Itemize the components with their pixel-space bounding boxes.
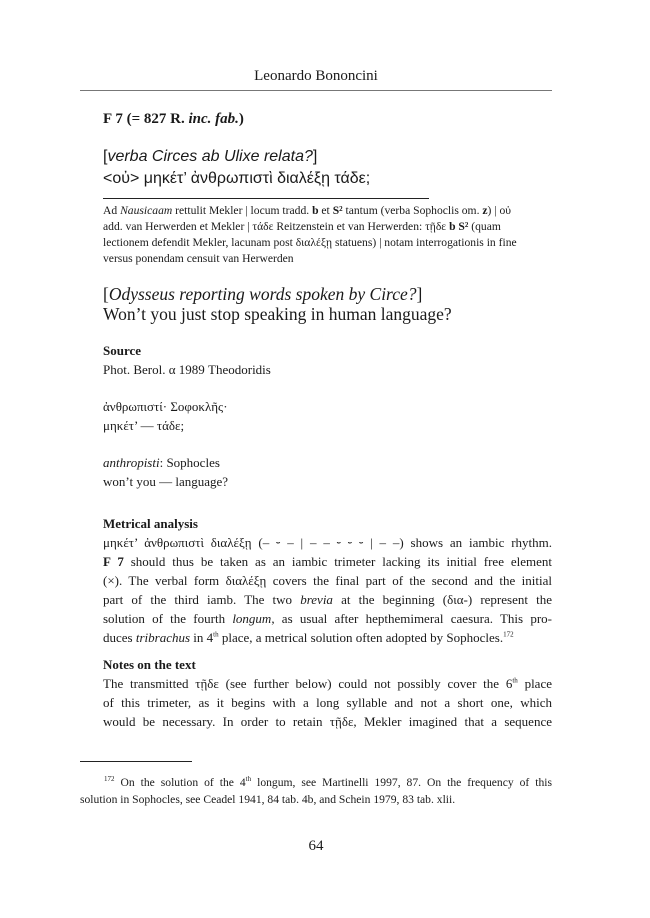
- latin-note: verba Circes ab Ulixe relata?: [107, 148, 313, 165]
- header-rule: [80, 90, 552, 91]
- metrical-heading: Metrical analysis: [103, 516, 198, 531]
- metrical-line: F 7 should thus be taken as an iambic trimeter lacking its initial free element: [103, 554, 552, 569]
- metrical-analysis-section: [103, 514, 552, 647]
- source-english-rest: : Sophocles: [159, 455, 220, 470]
- translation-note-close: ]: [416, 284, 423, 304]
- translation-block: [103, 284, 552, 324]
- greek-text-block: [103, 144, 552, 190]
- translation-note: Odysseus reporting words spoken by Circe?: [108, 284, 417, 304]
- translation-note-open: [: [103, 284, 109, 304]
- footnote: [80, 774, 552, 808]
- notes-line: would be necessary. In order to retain τῇδε, Mekler imagined that a sequence: [103, 714, 552, 729]
- source-english-line-2: won’t you — language?: [103, 474, 229, 489]
- footnote-rule: [80, 761, 192, 762]
- apparatus-line: lectionem defendit Mekler, lacunam post διαλέξῃ statuens) | notam interrogationis in fine: [103, 236, 517, 249]
- footnote-number: 172: [104, 775, 115, 784]
- source-heading: Source: [103, 343, 142, 358]
- fragment-label: F 7 (= 827 R.: [103, 111, 189, 127]
- source-greek-line: μηκέτ’ — τάδε;: [103, 418, 185, 433]
- notes-line: The transmitted τῇδε (see further below) could not possibly cover the 6th place: [103, 676, 552, 691]
- metrical-line: part of the third iamb. The two brevia at the beginning (δια-) represent the: [103, 592, 552, 607]
- latin-note-open: [: [103, 148, 108, 165]
- source-greek-line: ἀνθρωπιστί· Σοφοκλῆς·: [103, 399, 228, 414]
- metrical-line: (×). The verbal form διαλέξῃ covers the final part of the second and the initial: [103, 573, 552, 588]
- source-section: [103, 341, 552, 491]
- notes-section: [103, 655, 552, 731]
- metrical-line: solution of the fourth longum, as usual after hepthemimeral caesura. This pro-: [103, 611, 552, 626]
- apparatus-line: add. van Herwerden et Mekler | τάδε Reitzenstein et van Herwerden: τῇδε b S² (quam: [103, 220, 501, 233]
- source-english-term: anthropisti: [103, 455, 160, 470]
- critical-apparatus: [103, 203, 552, 267]
- fragment-title: [103, 109, 244, 129]
- apparatus-line: versus ponendam censuit van Herwerden: [103, 252, 294, 265]
- apparatus-line: Ad Nausicaam rettulit Mekler | locum tradd. b et S² tantum (verba Sophoclis om. z) | οὐ: [103, 204, 512, 217]
- fragment-label-italic: inc. fab.: [188, 111, 239, 127]
- apparatus-rule: [103, 198, 429, 199]
- footnote-line: $^{172}$ On the solution of the 4th longum, see Martinelli 1997, 87. On the frequency of this: [104, 775, 553, 789]
- source-citation: Phot. Berol. α 1989 Theodoridis: [103, 362, 271, 377]
- latin-note-line: [103, 144, 552, 168]
- translation-note-line: [103, 284, 552, 304]
- notes-heading: Notes on the text: [103, 657, 196, 672]
- metrical-line: duces tribrachus in 4th place, a metrical solution often adopted by Sophocles.$^{172}$: [103, 630, 514, 645]
- notes-line: of this trimeter, as it begins with a long syllable and not a short one, which: [103, 695, 552, 710]
- translation-line: Won’t you just stop speaking in human language?: [103, 304, 452, 324]
- greek-verse: <οὐ> μηκέτ’ ἀνθρωπιστὶ διαλέξῃ τάδε;: [103, 170, 371, 187]
- running-head: Leonardo Bononcini: [254, 68, 378, 84]
- latin-note-close: ]: [312, 148, 318, 165]
- page-number: 64: [308, 838, 324, 854]
- metrical-line: μηκέτ’ ἀνθρωπιστὶ διαλέξῃ (– ⏑ – | – – ⏑ ⏑ ⏑ | – –) shows an iambic rhythm.: [103, 535, 552, 550]
- fragment-label-close: ): [238, 111, 244, 127]
- source-english-line: [103, 453, 552, 472]
- footnote-line: solution in Sophocles, see Ceadel 1941, 84 tab. 4b, and Schein 1979, 83 tab. xlii.: [80, 793, 456, 806]
